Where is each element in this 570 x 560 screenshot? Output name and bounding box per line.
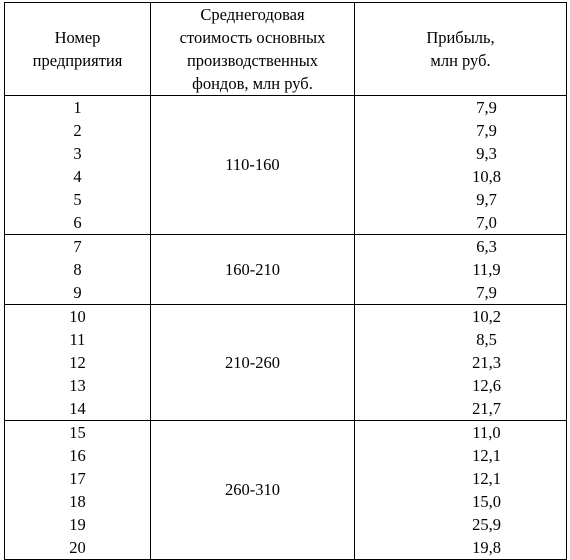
- profit-value: 7,9: [476, 98, 497, 117]
- header-text: стоимость основных: [179, 28, 326, 47]
- profit-cell: [355, 235, 567, 305]
- assets-range-cell: 110-160: [151, 96, 355, 235]
- enterprise-number-cell: [5, 96, 151, 235]
- enterprise-number: 14: [69, 399, 86, 418]
- profit-value: 19,8: [472, 538, 501, 557]
- profit-cell: [355, 96, 567, 235]
- profit-value: 11,9: [472, 260, 501, 279]
- enterprise-number: 12: [69, 353, 86, 372]
- profit-value: 6,3: [476, 237, 497, 256]
- assets-range-cell: 210-260: [151, 305, 355, 421]
- profit-header: [355, 3, 567, 96]
- header-text: Прибыль,: [426, 28, 495, 47]
- enterprise-number: 13: [69, 376, 86, 395]
- fixed-assets-header: [151, 3, 355, 96]
- profit-value: 10,8: [472, 167, 501, 186]
- enterprise-number: 7: [73, 237, 82, 256]
- header-text: млн руб.: [430, 51, 491, 70]
- enterprise-number: 2: [73, 121, 82, 140]
- enterprise-number-header: [5, 3, 151, 96]
- table-group: [5, 305, 567, 421]
- header-text: фондов, млн руб.: [192, 74, 313, 93]
- profit-value: 7,0: [476, 213, 497, 232]
- profit-value: 7,9: [476, 283, 497, 302]
- enterprise-number: 17: [69, 469, 86, 488]
- profit-cell: [355, 421, 567, 560]
- profit-value: 9,7: [476, 190, 497, 209]
- enterprise-number: 15: [69, 423, 86, 442]
- enterprise-number: 4: [73, 167, 82, 186]
- enterprise-number: 8: [73, 260, 82, 279]
- enterprise-number: 16: [69, 446, 86, 465]
- profit-value: 11,0: [472, 423, 501, 442]
- header-row: [5, 3, 567, 96]
- assets-range-cell: 260-310: [151, 421, 355, 560]
- profit-value: 12,1: [472, 446, 501, 465]
- profit-value: 12,6: [472, 376, 501, 395]
- profit-value: 12,1: [472, 469, 501, 488]
- enterprise-number: 9: [73, 283, 82, 302]
- profit-value: 9,3: [476, 144, 497, 163]
- table-group: [5, 421, 567, 560]
- enterprise-number: 5: [73, 190, 82, 209]
- data-table: [4, 2, 567, 560]
- enterprise-number: 6: [73, 213, 82, 232]
- enterprise-number-cell: [5, 421, 151, 560]
- header-text: Среднегодовая: [200, 5, 305, 24]
- table-group: [5, 96, 567, 235]
- assets-range-cell: 160-210: [151, 235, 355, 305]
- enterprise-number-cell: [5, 235, 151, 305]
- profit-value: 7,9: [476, 121, 497, 140]
- profit-value: 8,5: [476, 330, 497, 349]
- profit-value: 21,3: [472, 353, 501, 372]
- header-text: производственных: [186, 51, 319, 70]
- header-text: предприятия: [32, 51, 123, 70]
- enterprise-number: 1: [73, 98, 82, 117]
- table-group: [5, 235, 567, 305]
- enterprise-number: 18: [69, 492, 86, 511]
- profit-value: 21,7: [472, 399, 501, 418]
- profit-value: 10,2: [472, 307, 501, 326]
- enterprise-number-cell: [5, 305, 151, 421]
- profit-cell: [355, 305, 567, 421]
- enterprise-number: 19: [69, 515, 86, 534]
- enterprise-number: 11: [69, 330, 86, 349]
- enterprise-number: 3: [73, 144, 82, 163]
- enterprise-number: 10: [69, 307, 86, 326]
- header-text: Номер: [54, 28, 101, 47]
- enterprise-number: 20: [69, 538, 86, 557]
- profit-value: 25,9: [472, 515, 501, 534]
- profit-value: 15,0: [472, 492, 501, 511]
- table-body: [5, 96, 567, 560]
